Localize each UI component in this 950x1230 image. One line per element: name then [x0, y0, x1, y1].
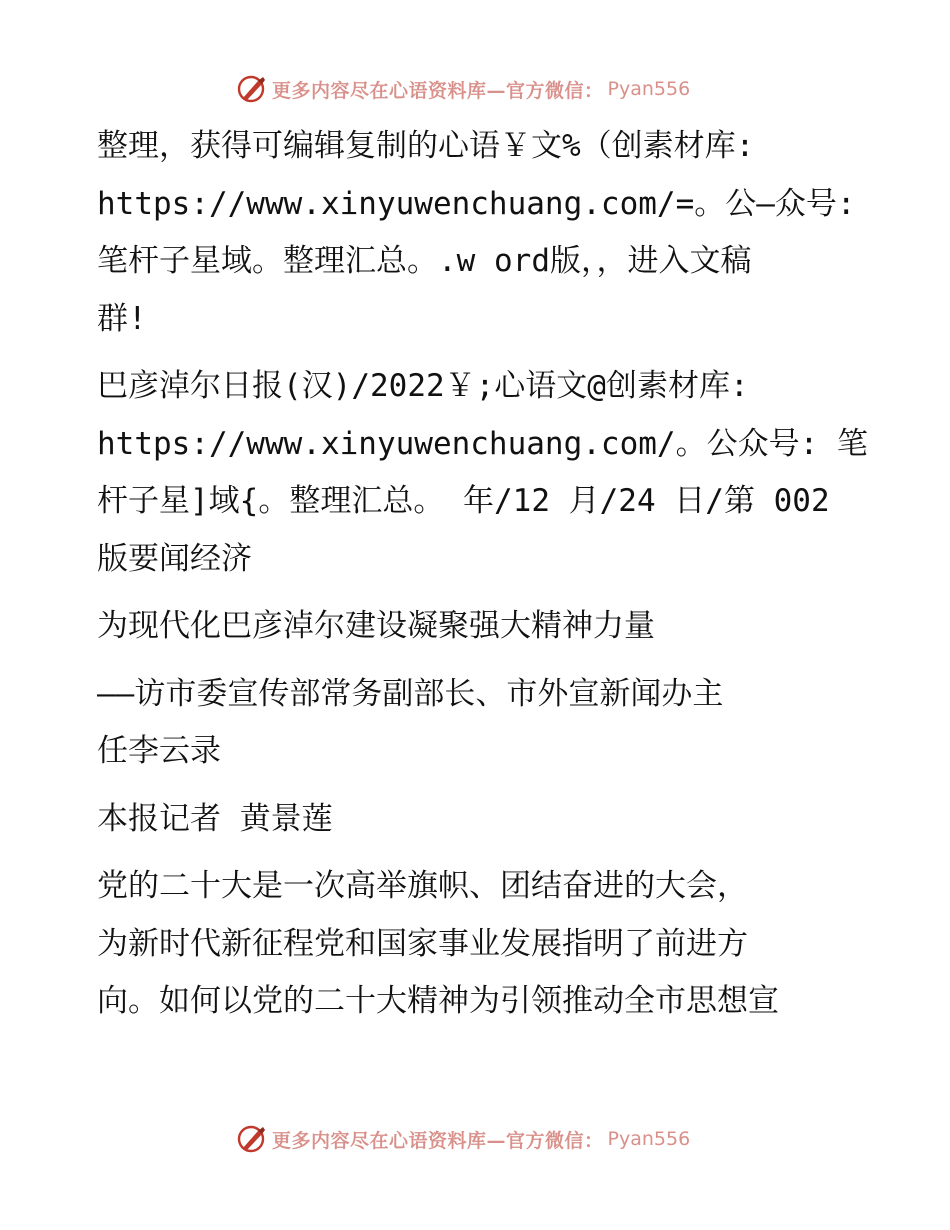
article-subtitle [97, 666, 857, 781]
text-line: 整理，获得可编辑复制的心语￥文%（创素材库: [97, 128, 755, 164]
text-line: https://www.xinyuwenchuang.com/。公众号: 笔 [97, 425, 868, 462]
header-watermark [236, 72, 690, 106]
paragraph [97, 118, 857, 348]
article-title [97, 598, 857, 656]
article-body [97, 118, 868, 1041]
text-line: 本报记者 黄景莲 [97, 800, 333, 837]
text-line: 党的二十大是一次高举旗帜、团结奋进的大会， [97, 868, 748, 904]
banner-wechat-id: Pyan556 [607, 1128, 691, 1150]
text-line: 杆子星]域{。整理汇总。 年/12 月/24 日/第 002 [97, 483, 830, 519]
text-line: https://www.xinyuwenchuang.com/=。公—众号: [97, 185, 856, 222]
pen-logo-icon [236, 1123, 268, 1155]
text-line: 向。如何以党的二十大精神为引领推动全市思想宣 [97, 983, 779, 1019]
text-line: 任李云录 [97, 733, 221, 769]
text-line: 为现代化巴彦淖尔建设凝聚强大精神力量 [97, 608, 655, 644]
text-line: 群! [97, 300, 147, 337]
text-line: 巴彦淖尔日报(汉)/2022￥;心语文@创素材库: [97, 368, 749, 404]
paragraph [97, 358, 868, 588]
banner-text: 更多内容尽在心语资料库—官方微信： [272, 79, 604, 102]
text-line: 笔杆子星域。整理汇总。.w ord版，，进入文稿 [97, 243, 752, 279]
banner-text: 更多内容尽在心语资料库—官方微信： [272, 1129, 604, 1152]
banner-wechat-id: Pyan556 [607, 78, 691, 100]
paragraph [97, 858, 857, 1031]
pen-logo-icon [236, 73, 268, 105]
text-line: 版要闻经济 [97, 540, 252, 577]
text-line: 为新时代新征程党和国家事业发展指明了前进方 [97, 925, 748, 962]
footer-watermark [236, 1122, 690, 1156]
text-line: ——访市委宣传部常务副部长、市外宣新闻办主 [97, 675, 724, 712]
byline [97, 791, 857, 849]
